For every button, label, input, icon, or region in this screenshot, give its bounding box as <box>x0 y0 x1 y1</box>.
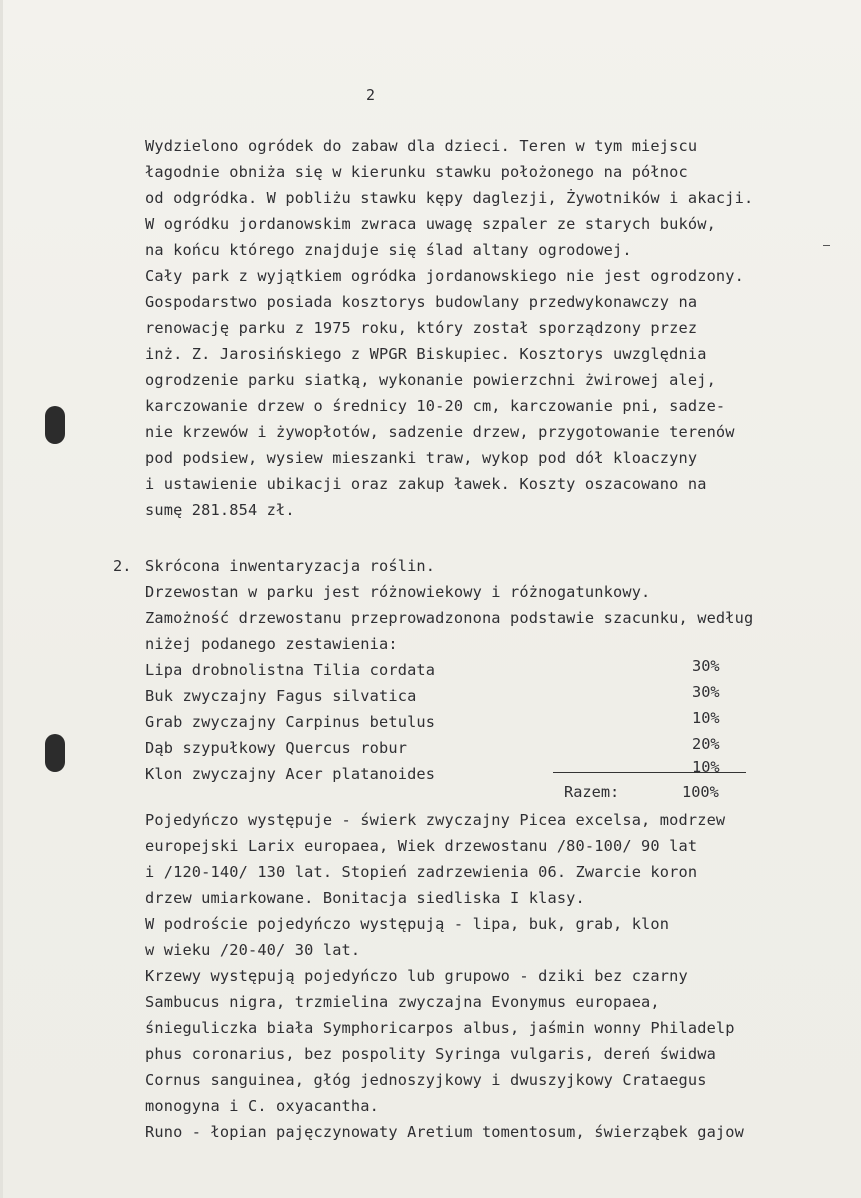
total-label: Razem: <box>564 783 620 801</box>
text-line: renowację parku z 1975 roku, który został sporządzony przez <box>145 319 698 337</box>
text-line: Krzewy występują pojedyńczo lub grupowo - dziki bez czarny <box>145 967 688 985</box>
species-percent: 10% <box>692 709 720 727</box>
total-value: 100% <box>682 783 719 801</box>
species-name: Grab zwyczajny Carpinus betulus <box>145 713 436 731</box>
text-line: Wydzielono ogródek do zabaw dla dzieci. Teren w tym miejscu <box>145 137 698 155</box>
page-edge <box>0 0 3 1198</box>
text-line: europejski Larix europaea, Wiek drzewostanu /80-100/ 90 lat <box>145 837 698 855</box>
text-line: i /120-140/ 130 lat. Stopień zadrzewienia 06. Zwarcie koron <box>145 863 698 881</box>
species-name: Dąb szypułkowy Quercus robur <box>145 739 408 757</box>
section-heading: Skrócona inwentaryzacja roślin. <box>145 557 436 575</box>
text-line: Sambucus nigra, trzmielina zwyczajna Evonymus europaea, <box>145 993 660 1011</box>
text-line: W ogródku jordanowskim zwraca uwagę szpaler ze starych buków, <box>145 215 716 233</box>
text-line: w wieku /20-40/ 30 lat. <box>145 941 361 959</box>
text-line: pod podsiew, wysiew mieszanki traw, wykop pod dół kloaczyny <box>145 449 698 467</box>
text-line: W podroście pojedyńczo występują - lipa, buk, grab, klon <box>145 915 670 933</box>
text-line: niżej podanego zestawienia: <box>145 635 398 653</box>
species-percent: 20% <box>692 735 720 753</box>
text-line: Runo - łopian pajęczynowaty Aretium tomentosum, świerząbek gajow <box>145 1123 745 1141</box>
species-percent: 10% <box>692 758 720 776</box>
text-line: śnieguliczka biała Symphoricarpos albus, jaśmin wonny Philadelp <box>145 1019 735 1037</box>
text-line: monogyna i C. oxyacantha. <box>145 1097 379 1115</box>
text-line: Drzewostan w parku jest różnowiekowy i różnogatunkowy. <box>145 583 651 601</box>
species-percent: 30% <box>692 657 720 675</box>
punch-hole <box>45 734 65 772</box>
text-line: drzew umiarkowane. Bonitacja siedliska I klasy. <box>145 889 585 907</box>
text-line: Gospodarstwo posiada kosztorys budowlany przedwykonawczy na <box>145 293 698 311</box>
text-line: Cornus sanguinea, głóg jednoszyjkowy i dwuszyjkowy Crataegus <box>145 1071 707 1089</box>
section-number: 2. <box>113 557 132 575</box>
margin-mark <box>823 245 830 246</box>
text-line: na końcu którego znajduje się ślad altany ogrodowej. <box>145 241 632 259</box>
text-line: ogrodzenie parku siatką, wykonanie powierzchni żwirowej alej, <box>145 371 716 389</box>
sum-underline <box>553 772 746 773</box>
text-line: Cały park z wyjątkiem ogródka jordanowskiego nie jest ogrodzony. <box>145 267 745 285</box>
page-number: 2 <box>366 86 376 104</box>
text-line: inż. Z. Jarosińskiego z WPGR Biskupiec. Kosztorys uwzględnia <box>145 345 707 363</box>
text-line: phus coronarius, bez pospolity Syringa vulgaris, dereń świdwa <box>145 1045 716 1063</box>
text-line: łagodnie obniża się w kierunku stawku położonego na północ <box>145 163 688 181</box>
text-line: karczowanie drzew o średnicy 10-20 cm, karczowanie pni, sadze- <box>145 397 726 415</box>
text-line: nie krzewów i żywopłotów, sadzenie drzew, przygotowanie terenów <box>145 423 735 441</box>
punch-hole <box>45 406 65 444</box>
text-line: i ustawienie ubikacji oraz zakup ławek. Koszty oszacowano na <box>145 475 707 493</box>
text-line: Zamożność drzewostanu przeprowadzonona podstawie szacunku, według <box>145 609 754 627</box>
text-line: od odgródka. W pobliżu stawku kępy daglezji, Żywotników i akacji. <box>145 189 754 207</box>
species-percent: 30% <box>692 683 720 701</box>
species-name: Klon zwyczajny Acer platanoides <box>145 765 436 783</box>
species-name: Buk zwyczajny Fagus silvatica <box>145 687 417 705</box>
text-line: sumę 281.854 zł. <box>145 501 295 519</box>
text-line: Pojedyńczo występuje - świerk zwyczajny Picea excelsa, modrzew <box>145 811 726 829</box>
species-name: Lipa drobnolistna Tilia cordata <box>145 661 436 679</box>
